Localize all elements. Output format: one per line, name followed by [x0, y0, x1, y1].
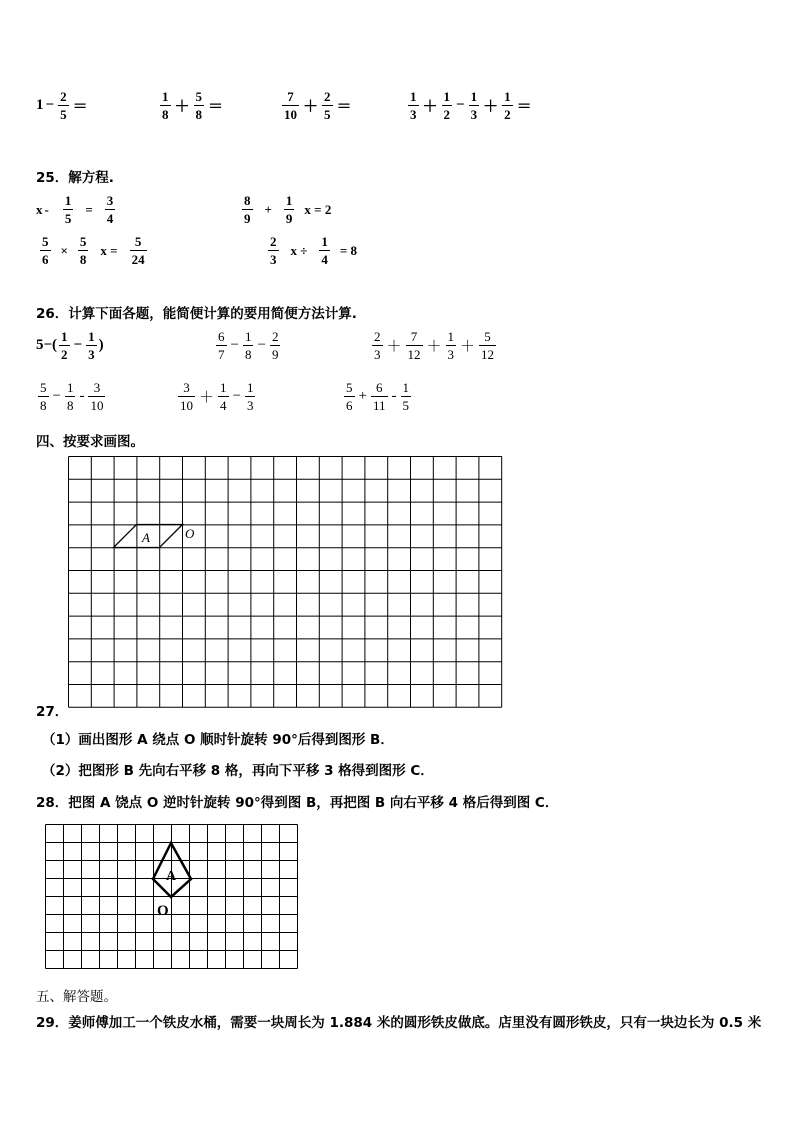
fraction: $\frac{3}{10}$ [90, 380, 104, 413]
fraction: $\frac{7}{10}$ [284, 89, 297, 122]
q25-equation-3: $\frac{5}{6}$ × $\frac{5}{8}$ x = $\frac{5}{24}$ [42, 234, 145, 267]
q26-expr-d: $\frac{5}{8}$ − $\frac{1}{8}$ - $\frac{3}{10}$ [40, 380, 104, 413]
equals: ＝ [516, 99, 532, 115]
operator: ＋ [174, 99, 190, 115]
fraction: $\frac{1}{2}$ [443, 89, 451, 122]
point-o-label: O [157, 903, 169, 919]
fraction: $\frac{5}{6}$ [346, 380, 353, 413]
q25-title: 25．解方程. [36, 170, 114, 186]
fraction: $\frac{1}{3}$ [447, 329, 455, 362]
operator: ＋ [303, 99, 319, 115]
equals: ＝ [336, 99, 352, 115]
fraction: $\frac{3}{4}$ [106, 193, 114, 226]
q28-grid [45, 824, 301, 970]
whole-number: 1 [36, 97, 44, 113]
fraction: $\frac{5}{8}$ [79, 234, 87, 267]
fraction: $\frac{1}{3}$ [88, 329, 95, 362]
equals: ＝ [72, 99, 88, 115]
fraction: $\frac{1}{9}$ [285, 193, 293, 226]
fraction: $\frac{1}{8}$ [162, 89, 169, 122]
q26-expr-c: $\frac{2}{3}$ ＋ $\frac{7}{12}$ ＋ $\frac{1}{3}$ ＋ $\frac{5}{12}$ [374, 329, 495, 362]
fraction: $\frac{6}{7}$ [218, 329, 225, 362]
q26-expr-b: $\frac{6}{7}$ − $\frac{1}{8}$ − $\frac{2}{9}$ [218, 329, 279, 362]
q27-task-1: （1）画出图形 A 绕点 O 顺时针旋转 90°后得到图形 B． [42, 732, 394, 748]
fraction: $\frac{1}{4}$ [321, 234, 328, 267]
fraction: $\frac{5}{24}$ [131, 234, 145, 267]
q26-expr-e: $\frac{3}{10}$ ＋ $\frac{1}{4}$ − $\frac{1}{3}$ [180, 380, 254, 413]
section-5-title: 五、解答题。 [36, 989, 117, 1005]
q27-number: 27． [36, 704, 69, 720]
fraction: $\frac{1}{3}$ [246, 380, 254, 413]
fraction: $\frac{1}{2}$ [61, 329, 68, 362]
expr-1 [36, 90, 90, 121]
q27-task-2: （2）把图形 B 先向右平移 8 格，再向下平移 3 格得到图形 C． [42, 763, 434, 779]
fraction: $\frac{5}{12}$ [481, 329, 495, 362]
fraction: $\frac{8}{9}$ [244, 193, 251, 226]
expr-4 [406, 90, 534, 121]
section-4-title: 四、按要求画图。 [36, 434, 144, 450]
q29-text: 29．姜师傅加工一个铁皮水桶，需要一块周长为 1.884 米的圆形铁皮做底。店里没有圆形铁皮，只有一块边长为 0.5 米 [36, 1015, 762, 1031]
fraction: $\frac{1}{2}$ [504, 89, 511, 122]
q25-equation-4: $\frac{2}{3}$ x ÷ $\frac{1}{4}$ = 8 [270, 234, 358, 267]
operator: ＋ [422, 99, 438, 115]
expr-3 [280, 90, 354, 121]
shape-a-label: A [142, 530, 150, 545]
fraction: $\frac{1}{3}$ [410, 89, 417, 122]
q28-text: 28．把图 A 饶点 O 逆时针旋转 90°得到图 B，再把图 B 向右平移 4 格后得到图 C． [36, 795, 559, 811]
fraction: $\frac{5}{6}$ [42, 234, 49, 267]
operator: − [456, 97, 465, 113]
q26-expr-a: 5−( $\frac{1}{2}$ − $\frac{1}{3}$ ) [36, 329, 104, 362]
fraction: $\frac{1}{5}$ [64, 193, 72, 226]
fraction: $\frac{6}{11}$ [372, 380, 386, 413]
point-o-label: O [185, 526, 195, 541]
operator: ＋ [483, 99, 499, 115]
equals: ＝ [208, 99, 224, 115]
fraction: $\frac{2}{5}$ [324, 89, 331, 122]
fraction: $\frac{2}{3}$ [270, 234, 277, 267]
q27-grid [68, 456, 502, 710]
fraction: $\frac{1}{4}$ [220, 380, 227, 413]
q25-equation-2: $\frac{8}{9}$ + $\frac{1}{9}$ x = 2 [244, 193, 332, 226]
fraction: $\frac{1}{8}$ [66, 380, 74, 413]
fraction: $\frac{7}{12}$ [407, 329, 421, 362]
fraction: $\frac{2}{9}$ [271, 329, 279, 362]
fraction: $\frac{5}{8}$ [195, 89, 203, 122]
q26-expr-f: $\frac{5}{6}$ + $\frac{6}{11}$ - $\frac{1}{5}$ [346, 380, 409, 413]
operator: − [45, 97, 55, 113]
fraction: $\frac{2}{5}$ [60, 89, 67, 122]
shape-a-label: A [166, 869, 177, 884]
fraction: $\frac{1}{5}$ [402, 380, 409, 413]
fraction: $\frac{3}{10}$ [180, 380, 193, 413]
q26-title: 26．计算下面各题，能简便计算的要用简便方法计算. [36, 306, 357, 322]
fraction: $\frac{2}{3}$ [374, 329, 381, 362]
fraction: $\frac{5}{8}$ [40, 380, 47, 413]
expr-2 [158, 90, 225, 121]
fraction: $\frac{1}{3}$ [470, 89, 478, 122]
fraction: $\frac{1}{8}$ [244, 329, 252, 362]
q25-equation-1: x - $\frac{1}{5}$ = $\frac{3}{4}$ [36, 193, 114, 226]
